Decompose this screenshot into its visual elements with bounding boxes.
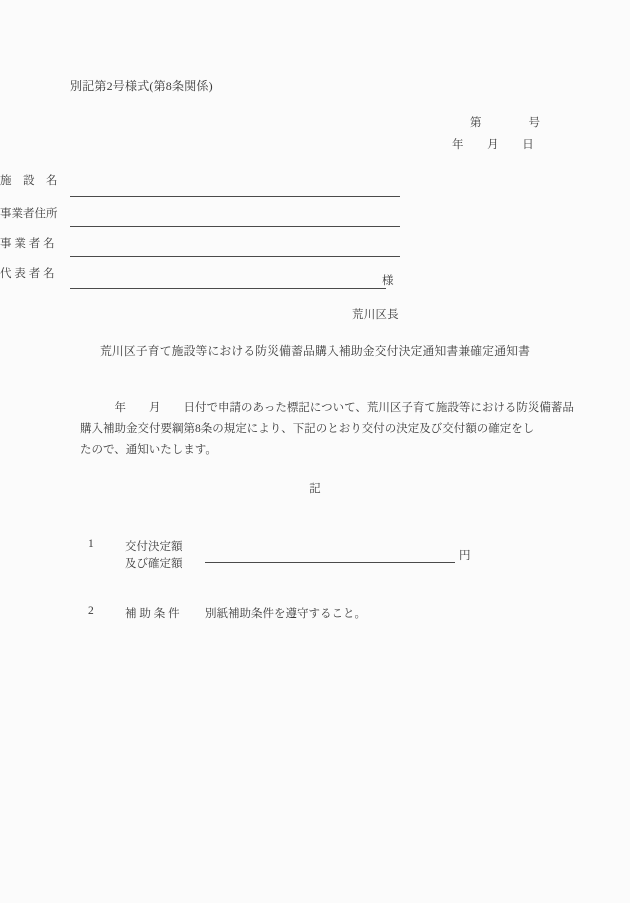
item-number-2: 2 [88,605,94,617]
field-label-business-address: 事業者住所 [0,208,58,220]
field-label-business-name: 事 業 者 名 [0,238,55,250]
field-rule-facility-name [70,196,400,197]
field-rule-business-name [70,256,400,257]
body-line-2: 購入補助金交付要綱第8条の規定により、下記のとおり交付の決定及び交付額の確定をし [80,423,535,435]
ki-marker: 記 [309,483,321,495]
document-number-field: 第 号 [470,117,541,129]
body-line-1: 年 月 日付で申請のあった標記について、荒川区子育て施設等における防災備蓄品 [80,402,574,414]
item-label-grant-amount-line2: 及び確定額 [125,558,183,570]
body-paragraph [80,398,574,461]
item-label-subsidy-conditions: 補 助 条 件 [125,608,180,620]
field-rule-representative-name [70,288,386,289]
issuer-name: 荒川区長 [352,309,399,321]
body-line-3: たので、通知いたします。 [80,444,217,456]
form-code-label: 別記第2号様式(第8条関係) [70,79,213,93]
document-date-field: 年 月 日 [452,139,534,151]
field-label-facility-name: 施 設 名 [0,175,58,187]
item-unit-yen: 円 [459,550,471,562]
field-rule-grant-amount [205,562,455,563]
item-value-subsidy-conditions: 別紙補助条件を遵守すること。 [205,608,366,620]
document-title: 荒川区子育て施設等における防災備蓄品購入補助金交付決定通知書兼確定通知書 [99,344,531,358]
field-rule-business-address [70,226,400,227]
item-number-1: 1 [88,538,94,550]
field-label-representative-name: 代 表 者 名 [0,268,55,280]
item-label-grant-amount-line1: 交付決定額 [125,541,183,553]
honorific-sama: 様 [382,275,394,287]
